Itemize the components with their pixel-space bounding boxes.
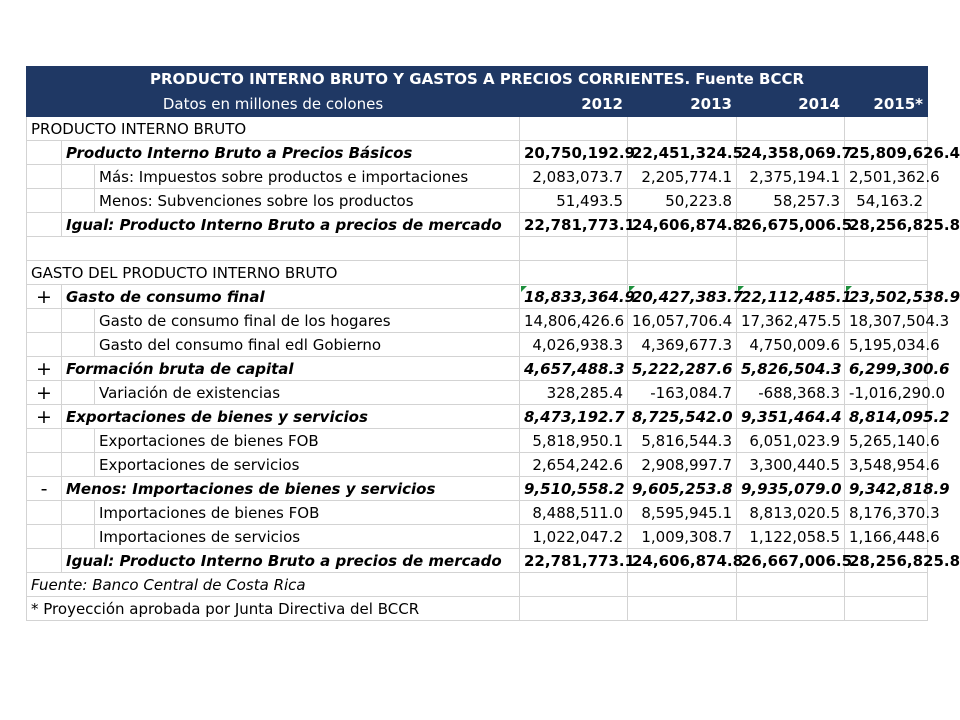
row-label[interactable]: Más: Impuestos sobre productos e importaciones (95, 165, 520, 189)
row-label[interactable]: Variación de existencias (95, 381, 520, 405)
value-cell[interactable]: -163,084.7 (628, 381, 737, 405)
empty-cell[interactable] (520, 261, 628, 285)
value-cell[interactable]: 8,813,020.5 (737, 501, 845, 525)
table-row (27, 453, 928, 477)
table-row (27, 501, 928, 525)
value-cell[interactable]: 20,750,192.9 (520, 141, 628, 165)
row-label[interactable]: Igual: Producto Interno Bruto a precios de mercado (62, 549, 520, 573)
value-cell[interactable]: 9,342,818.9 (845, 477, 928, 501)
empty-cell[interactable] (737, 597, 845, 621)
empty-cell[interactable] (62, 309, 95, 333)
empty-cell[interactable] (27, 309, 62, 333)
value-cell[interactable]: 24,606,874.8 (628, 549, 737, 573)
table-row (27, 333, 928, 357)
sign-cell[interactable]: + (27, 285, 62, 309)
value-cell[interactable]: 2,654,242.6 (520, 453, 628, 477)
value-cell[interactable]: 58,257.3 (737, 189, 845, 213)
empty-cell[interactable] (520, 573, 628, 597)
blank-row (27, 237, 928, 261)
value-cell[interactable]: 5,222,287.6 (628, 357, 737, 381)
row-label[interactable]: Exportaciones de servicios (95, 453, 520, 477)
empty-cell[interactable] (27, 141, 62, 165)
source-note[interactable]: Fuente: Banco Central de Costa Rica (27, 573, 520, 597)
row-label[interactable]: Gasto del consumo final edl Gobierno (95, 333, 520, 357)
row-label[interactable]: Gasto de consumo final de los hogares (95, 309, 520, 333)
row-label[interactable]: Gasto de consumo final (62, 285, 520, 309)
section-row (27, 117, 928, 141)
table-row (27, 381, 928, 405)
empty-cell[interactable] (62, 165, 95, 189)
value-cell[interactable]: 51,493.5 (520, 189, 628, 213)
empty-cell[interactable] (845, 573, 928, 597)
value-text: 23,502,538.9 (849, 287, 960, 306)
section-title-gasto[interactable]: GASTO DEL PRODUCTO INTERNO BRUTO (27, 261, 520, 285)
row-label[interactable]: Menos: Importaciones de bienes y servicios (62, 477, 520, 501)
projection-note[interactable]: * Proyección aprobada por Junta Directiva del BCCR (27, 597, 520, 621)
value-text: 20,427,383.7 (632, 287, 744, 306)
value-cell[interactable]: 9,605,253.8 (628, 477, 737, 501)
value-cell[interactable]: 8,814,095.2 (845, 405, 928, 429)
value-cell[interactable]: 25,809,626.4 (845, 141, 928, 165)
value-cell[interactable]: 1,022,047.2 (520, 525, 628, 549)
value-cell[interactable]: 4,657,488.3 (520, 357, 628, 381)
value-cell[interactable]: -688,368.3 (737, 381, 845, 405)
value-cell[interactable]: 2,375,194.1 (737, 165, 845, 189)
empty-cell[interactable] (520, 597, 628, 621)
empty-cell[interactable] (628, 597, 737, 621)
year-2014-header[interactable]: 2014 (737, 92, 845, 117)
value-cell[interactable]: 8,595,945.1 (628, 501, 737, 525)
value-cell[interactable]: 26,667,006.5 (737, 549, 845, 573)
empty-cell[interactable] (845, 597, 928, 621)
empty-cell[interactable] (845, 117, 928, 141)
empty-cell[interactable] (845, 261, 928, 285)
footer-row (27, 597, 928, 621)
value-cell[interactable]: 5,818,950.1 (520, 429, 628, 453)
value-cell[interactable]: 22,781,773.1 (520, 549, 628, 573)
table-row (27, 477, 928, 501)
empty-cell[interactable] (62, 189, 95, 213)
empty-cell[interactable] (27, 165, 62, 189)
value-cell[interactable]: 8,725,542.0 (628, 405, 737, 429)
value-cell[interactable]: 4,369,677.3 (628, 333, 737, 357)
table-title[interactable]: PRODUCTO INTERNO BRUTO Y GASTOS A PRECIOS CORRIENTES. Fuente BCCR (27, 67, 928, 92)
value-text: 18,833,364.9 (524, 287, 636, 306)
table-row (27, 213, 928, 237)
value-cell[interactable]: 14,806,426.6 (520, 309, 628, 333)
empty-cell[interactable] (628, 573, 737, 597)
table-row (27, 165, 928, 189)
value-cell[interactable]: 26,675,006.5 (737, 213, 845, 237)
value-cell[interactable]: 8,488,511.0 (520, 501, 628, 525)
value-cell[interactable]: 22,781,773.1 (520, 213, 628, 237)
section-title-pib[interactable]: PRODUCTO INTERNO BRUTO (27, 117, 520, 141)
table-row (27, 309, 928, 333)
value-cell[interactable]: 2,205,774.1 (628, 165, 737, 189)
empty-cell[interactable] (62, 525, 95, 549)
error-indicator-icon (846, 286, 852, 292)
table-row (27, 189, 928, 213)
table-row (27, 405, 928, 429)
empty-cell[interactable] (62, 453, 95, 477)
units-label[interactable]: Datos en millones de colones (27, 92, 520, 117)
value-cell[interactable]: 9,510,558.2 (520, 477, 628, 501)
empty-cell[interactable] (27, 501, 62, 525)
sign-cell[interactable]: - (27, 477, 62, 501)
gdp-table (26, 66, 960, 621)
row-label[interactable]: Exportaciones de bienes FOB (95, 429, 520, 453)
empty-cell[interactable] (62, 501, 95, 525)
value-cell[interactable]: 6,299,300.6 (845, 357, 928, 381)
empty-cell[interactable] (27, 525, 62, 549)
value-cell[interactable]: 3,548,954.6 (845, 453, 928, 477)
year-2012-header[interactable]: 2012 (520, 92, 628, 117)
value-cell[interactable]: 1,009,308.7 (628, 525, 737, 549)
table-row (27, 549, 928, 573)
header-row (27, 92, 928, 117)
sign-cell[interactable]: + (27, 357, 62, 381)
value-cell[interactable] (520, 285, 636, 309)
row-label[interactable]: Exportaciones de bienes y servicios (62, 405, 520, 429)
value-cell[interactable]: 6,051,023.9 (737, 429, 845, 453)
value-cell[interactable]: 2,083,073.7 (520, 165, 628, 189)
row-label[interactable]: Igual: Producto Interno Bruto a precios de mercado (62, 213, 520, 237)
spreadsheet (26, 66, 960, 621)
value-cell[interactable] (737, 285, 853, 309)
empty-cell[interactable] (62, 381, 95, 405)
value-cell[interactable]: 54,163.2 (845, 189, 928, 213)
value-cell[interactable]: 28,256,825.8 (845, 549, 928, 573)
value-cell[interactable]: 24,358,069.7 (737, 141, 845, 165)
empty-cell[interactable] (845, 237, 928, 261)
value-cell[interactable]: 9,351,464.4 (737, 405, 845, 429)
table-row (27, 285, 928, 309)
empty-cell[interactable] (62, 429, 95, 453)
error-indicator-icon (521, 286, 527, 292)
title-row (27, 67, 928, 92)
empty-cell[interactable] (737, 261, 845, 285)
row-label[interactable]: Formación bruta de capital (62, 357, 520, 381)
value-cell[interactable]: 5,265,140.6 (845, 429, 928, 453)
value-text: 22,112,485.1 (741, 287, 853, 306)
table-row (27, 357, 928, 381)
value-cell[interactable]: 18,307,504.3 (845, 309, 928, 333)
value-cell[interactable]: 2,501,362.6 (845, 165, 928, 189)
value-cell[interactable]: 24,606,874.8 (628, 213, 737, 237)
value-cell[interactable]: 28,256,825.8 (845, 213, 928, 237)
year-2015-header[interactable]: 2015* (845, 92, 928, 117)
value-cell[interactable]: 17,362,475.5 (737, 309, 845, 333)
value-cell[interactable]: 4,750,009.6 (737, 333, 845, 357)
value-cell[interactable]: 1,166,448.6 (845, 525, 928, 549)
empty-cell[interactable] (520, 117, 628, 141)
value-cell[interactable]: 16,057,706.4 (628, 309, 737, 333)
row-label[interactable]: Menos: Subvenciones sobre los productos (95, 189, 520, 213)
table-row (27, 141, 928, 165)
value-cell[interactable] (845, 285, 960, 309)
empty-cell[interactable] (27, 213, 62, 237)
empty-cell[interactable] (628, 261, 737, 285)
table-row (27, 525, 928, 549)
value-cell[interactable]: 5,826,504.3 (737, 357, 845, 381)
value-cell[interactable]: 50,223.8 (628, 189, 737, 213)
section-row (27, 261, 928, 285)
value-cell[interactable]: 5,195,034.6 (845, 333, 928, 357)
table-row (27, 429, 928, 453)
empty-cell[interactable] (27, 453, 62, 477)
value-cell[interactable]: 4,026,938.3 (520, 333, 628, 357)
value-cell[interactable]: 8,176,370.3 (845, 501, 928, 525)
footer-row (27, 573, 928, 597)
empty-cell[interactable] (27, 189, 62, 213)
row-label[interactable]: Producto Interno Bruto a Precios Básicos (62, 141, 520, 165)
empty-cell[interactable] (737, 573, 845, 597)
value-cell[interactable]: 5,816,544.3 (628, 429, 737, 453)
empty-cell[interactable] (27, 429, 62, 453)
row-label[interactable]: Importaciones de servicios (95, 525, 520, 549)
empty-cell[interactable] (27, 237, 520, 261)
value-cell[interactable]: 2,908,997.7 (628, 453, 737, 477)
row-label[interactable]: Importaciones de bienes FOB (95, 501, 520, 525)
empty-cell[interactable] (628, 237, 737, 261)
empty-cell[interactable] (62, 333, 95, 357)
value-cell[interactable]: 9,935,079.0 (737, 477, 845, 501)
value-cell[interactable]: 3,300,440.5 (737, 453, 845, 477)
empty-cell[interactable] (628, 117, 737, 141)
value-cell[interactable]: 1,122,058.5 (737, 525, 845, 549)
value-cell[interactable]: -1,016,290.0 (845, 381, 928, 405)
value-cell[interactable] (628, 285, 744, 309)
empty-cell[interactable] (520, 237, 628, 261)
value-cell[interactable]: 22,451,324.5 (628, 141, 737, 165)
value-cell[interactable]: 328,285.4 (520, 381, 628, 405)
value-cell[interactable]: 8,473,192.7 (520, 405, 628, 429)
empty-cell[interactable] (737, 117, 845, 141)
year-2013-header[interactable]: 2013 (628, 92, 737, 117)
empty-cell[interactable] (737, 237, 845, 261)
sign-cell[interactable]: + (27, 381, 62, 405)
error-indicator-icon (738, 286, 744, 292)
empty-cell[interactable] (27, 549, 62, 573)
error-indicator-icon (629, 286, 635, 292)
sign-cell[interactable]: + (27, 405, 62, 429)
empty-cell[interactable] (27, 333, 62, 357)
